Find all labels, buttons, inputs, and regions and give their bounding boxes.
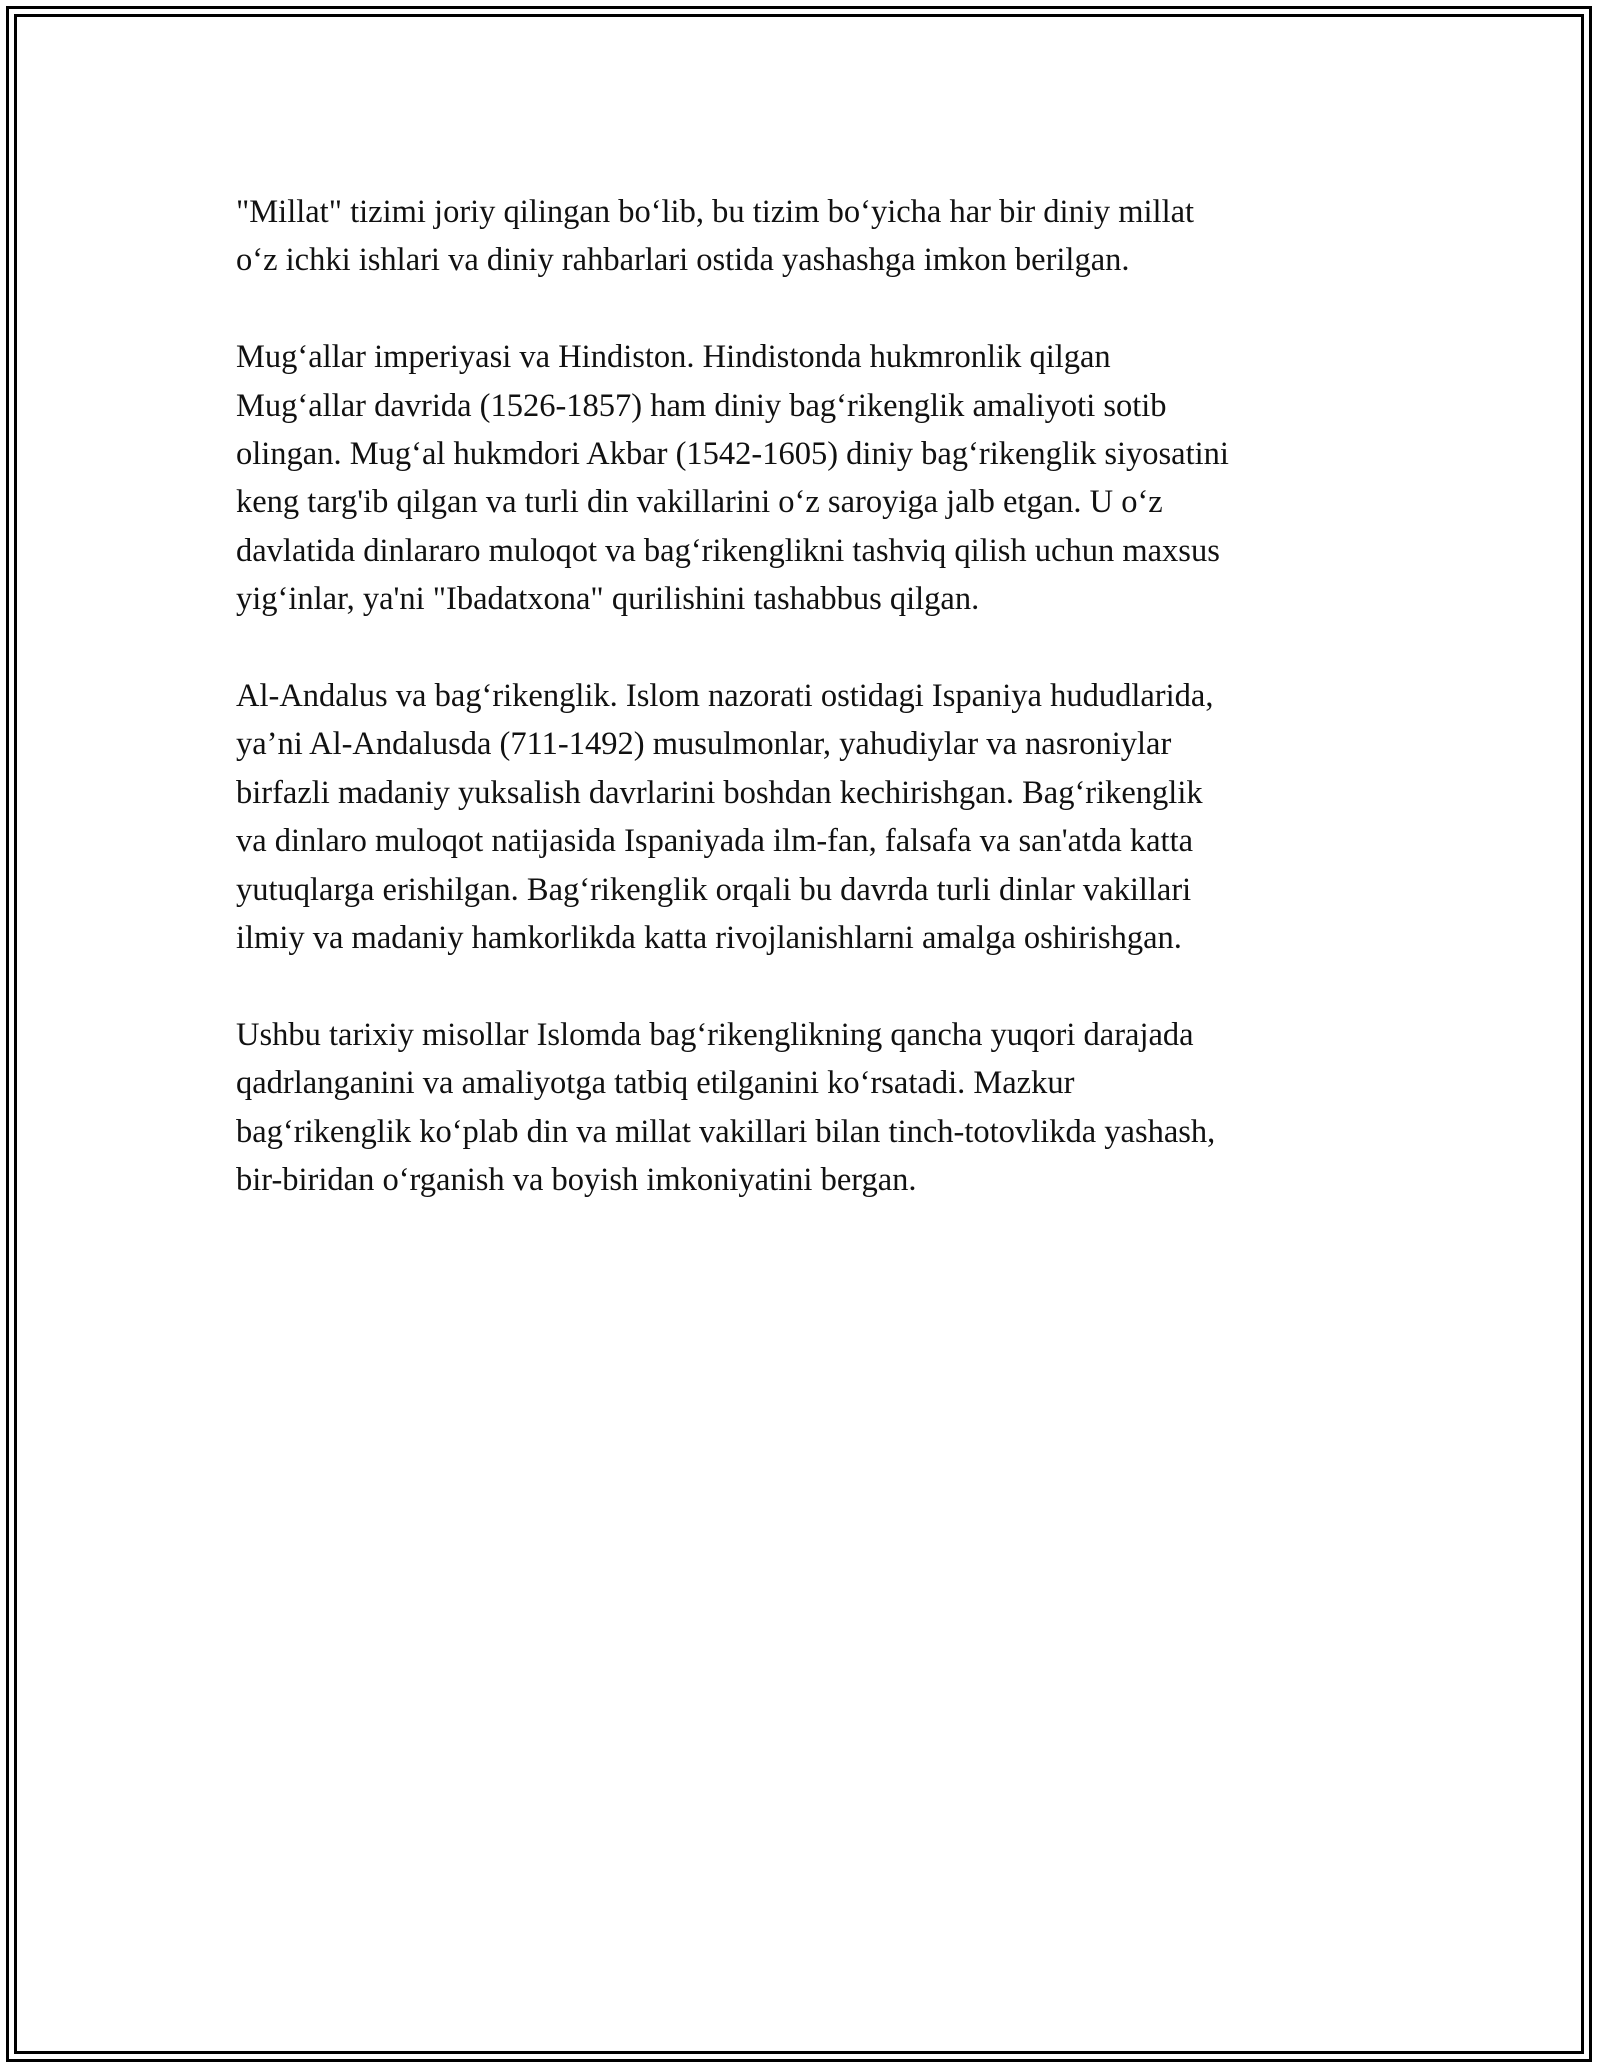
text-line: yutuqlarga erishilgan. Bag‘rikenglik orqali bu davrda turli dinlar vakillari bbox=[236, 871, 1192, 908]
text-line: o‘z ichki ishlari va diniy rahbarlari ostida yashashga imkon berilgan. bbox=[236, 242, 1130, 279]
text-line: olingan. Mug‘al hukmdori Akbar (1542-1605) diniy bag‘rikenglik siyosatini bbox=[236, 436, 1229, 473]
text-line: Al-Andalus va bag‘rikenglik. Islom nazorati ostidagi Ispaniya hududlarida, bbox=[236, 678, 1214, 715]
document-body bbox=[236, 188, 1376, 1253]
text-line: va dinlaro muloqot natijasida Ispaniyada ilm-fan, falsafa va san'atda katta bbox=[236, 823, 1194, 860]
text-line: bag‘rikenglik ko‘plab din va millat vakillari bilan tinch-totovlikda yashash, bbox=[236, 1113, 1216, 1150]
text-line: yig‘inlar, ya'ni "Ibadatxona" qurilishini tashabbus qilgan. bbox=[236, 581, 980, 618]
paragraph-al-andalus bbox=[236, 672, 1376, 962]
text-line: Mug‘allar davrida (1526-1857) ham diniy bag‘rikenglik amaliyoti sotib bbox=[236, 387, 1167, 424]
text-line: qadrlanganini va amaliyotga tatbiq etilganini ko‘rsatadi. Mazkur bbox=[236, 1065, 1075, 1102]
text-line: "Millat" tizimi joriy qilingan bo‘lib, bu tizim bo‘yicha har bir diniy millat bbox=[236, 194, 1195, 230]
text-line: ilmiy va madaniy hamkorlikda katta rivojlanishlarni amalga oshirishgan. bbox=[236, 920, 1182, 957]
text-line: ya’ni Al-Andalusda (711-1492) musulmonlar, yahudiylar va nasroniylar bbox=[236, 726, 1172, 763]
paragraph-millat bbox=[236, 188, 1376, 285]
text-line: bir-biridan o‘rganish va boyish imkoniyatini bergan. bbox=[236, 1162, 917, 1199]
paragraph-mughal-india bbox=[236, 333, 1376, 623]
text-line: keng targ'ib qilgan va turli din vakillarini o‘z saroyiga jalb etgan. U o‘z bbox=[236, 484, 1163, 521]
text-line: davlatida dinlararo muloqot va bag‘rikenglikni tashviq qilish uchun maxsus bbox=[236, 532, 1220, 569]
text-line: Mug‘allar imperiyasi va Hindiston. Hindistonda hukmronlik qilgan bbox=[236, 339, 1111, 376]
text-line: Ushbu tarixiy misollar Islomda bag‘rikenglikning qancha yuqori darajada bbox=[236, 1016, 1194, 1053]
paragraph-conclusion bbox=[236, 1011, 1376, 1205]
text-line: birfazli madaniy yuksalish davrlarini boshdan kechirishgan. Bag‘rikenglik bbox=[236, 774, 1203, 811]
